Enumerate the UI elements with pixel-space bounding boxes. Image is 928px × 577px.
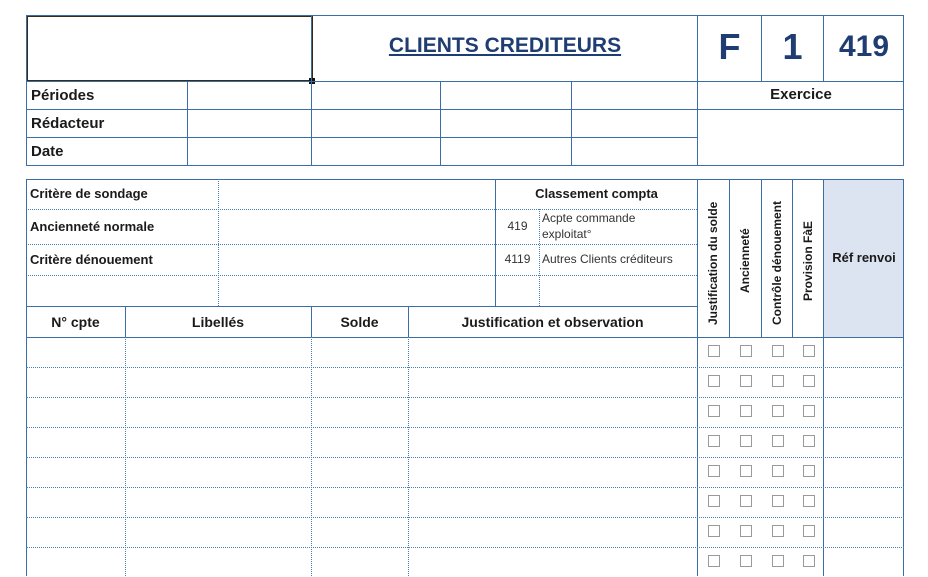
row-checkbox[interactable]: [803, 465, 815, 477]
row-checkbox[interactable]: [740, 345, 752, 357]
table-row[interactable]: [27, 398, 697, 427]
grid-line: [792, 179, 793, 337]
row-checkbox[interactable]: [772, 405, 784, 417]
grid-line: [311, 15, 312, 165]
row-checkbox[interactable]: [772, 435, 784, 447]
row-checkbox[interactable]: [708, 555, 720, 567]
account-code-4119: 4119: [504, 252, 531, 266]
row-separator: [26, 517, 904, 518]
row-checkbox[interactable]: [740, 525, 752, 537]
grid-line: [539, 209, 540, 306]
row-checkbox[interactable]: [772, 555, 784, 567]
info-label-periodes: Périodes: [31, 87, 95, 104]
row-checkbox[interactable]: [740, 555, 752, 567]
grid-line: [697, 15, 698, 165]
grid-line: [761, 15, 762, 81]
grid-line: [26, 179, 904, 180]
row-checkbox[interactable]: [803, 435, 815, 447]
grid-line: [761, 179, 762, 337]
row-separator: [26, 487, 904, 488]
row-checkbox[interactable]: [708, 465, 720, 477]
col-header-solde: Solde: [340, 314, 379, 330]
code-account: 419: [838, 30, 890, 63]
table-row[interactable]: [27, 368, 697, 397]
row-checkbox[interactable]: [740, 375, 752, 387]
criteria-anciennete-label: Ancienneté normale: [30, 219, 155, 234]
row-checkbox[interactable]: [708, 405, 720, 417]
grid-line: [218, 179, 219, 306]
table-row[interactable]: [27, 548, 697, 577]
grid-line: [26, 15, 27, 165]
col-header-libelles: Libellés: [191, 314, 245, 330]
code-letter: F: [718, 26, 741, 67]
grid-line: [903, 15, 904, 165]
row-separator: [26, 547, 904, 548]
grid-line: [495, 179, 496, 306]
row-checkbox[interactable]: [708, 495, 720, 507]
row-separator: [26, 457, 904, 458]
row-checkbox[interactable]: [772, 495, 784, 507]
account-label-419: Acpte commande exploitat°: [542, 211, 636, 241]
row-separator: [26, 367, 904, 368]
criteria-denouement-label: Critère dénouement: [30, 252, 153, 267]
grid-line: [571, 81, 572, 165]
row-checkbox[interactable]: [708, 525, 720, 537]
grid-line: [729, 179, 730, 337]
grid-line: [440, 81, 441, 165]
table-row[interactable]: [27, 488, 697, 517]
header-anciennete: Ancienneté: [738, 228, 752, 293]
grid-line: [26, 137, 697, 138]
row-checkbox[interactable]: [803, 345, 815, 357]
grid-line: [408, 306, 409, 337]
grid-line: [187, 81, 188, 165]
grid-line: [26, 306, 697, 307]
grid-line: [125, 306, 126, 337]
row-checkbox[interactable]: [708, 435, 720, 447]
row-separator: [26, 427, 904, 428]
table-row[interactable]: [27, 428, 697, 457]
table-row[interactable]: [27, 458, 697, 487]
grid-line: [26, 165, 904, 166]
grid-line: [823, 15, 824, 81]
row-checkbox[interactable]: [803, 405, 815, 417]
grid-line: [26, 109, 904, 110]
row-checkbox[interactable]: [708, 375, 720, 387]
header-provision-fae: Provision FàE: [801, 220, 815, 301]
classement-label: Classement compta: [535, 186, 658, 201]
row-checkbox[interactable]: [740, 495, 752, 507]
row-checkbox[interactable]: [708, 345, 720, 357]
exercise-label: Exercice: [770, 86, 832, 103]
code-number: 1: [782, 26, 803, 67]
info-label-redacteur: Rédacteur: [31, 115, 105, 132]
row-checkbox[interactable]: [772, 375, 784, 387]
grid-line: [311, 306, 312, 337]
row-checkbox[interactable]: [803, 495, 815, 507]
grid-line: [26, 81, 904, 82]
info-label-date: Date: [31, 143, 64, 160]
account-code-419: 419: [507, 219, 528, 233]
row-checkbox[interactable]: [772, 465, 784, 477]
row-checkbox[interactable]: [803, 525, 815, 537]
col-header-num-compte: N° cpte: [51, 314, 100, 330]
grid-line: [26, 244, 697, 245]
table-row[interactable]: [27, 518, 697, 547]
selected-cell[interactable]: [26, 15, 313, 82]
row-separator: [26, 397, 904, 398]
account-label-4119: Autres Clients créditeurs: [542, 252, 673, 266]
row-checkbox[interactable]: [740, 435, 752, 447]
grid-line: [26, 209, 697, 210]
row-checkbox[interactable]: [803, 375, 815, 387]
grid-line: [26, 15, 904, 16]
row-checkbox[interactable]: [740, 465, 752, 477]
page-title: CLIENTS CREDITEURS: [388, 34, 622, 57]
header-controle-denouement: Contrôle dénouement: [770, 200, 784, 325]
header-justification-solde: Justification du solde: [706, 201, 720, 325]
row-checkbox[interactable]: [803, 555, 815, 567]
col-header-justification: Justification et observation: [461, 314, 644, 330]
grid-line: [26, 275, 697, 276]
row-checkbox[interactable]: [772, 345, 784, 357]
table-row[interactable]: [27, 338, 697, 367]
ref-renvoi-label: Réf renvoi: [832, 250, 896, 265]
row-checkbox[interactable]: [772, 525, 784, 537]
row-checkbox[interactable]: [740, 405, 752, 417]
criteria-sondage-label: Critère de sondage: [30, 186, 148, 201]
